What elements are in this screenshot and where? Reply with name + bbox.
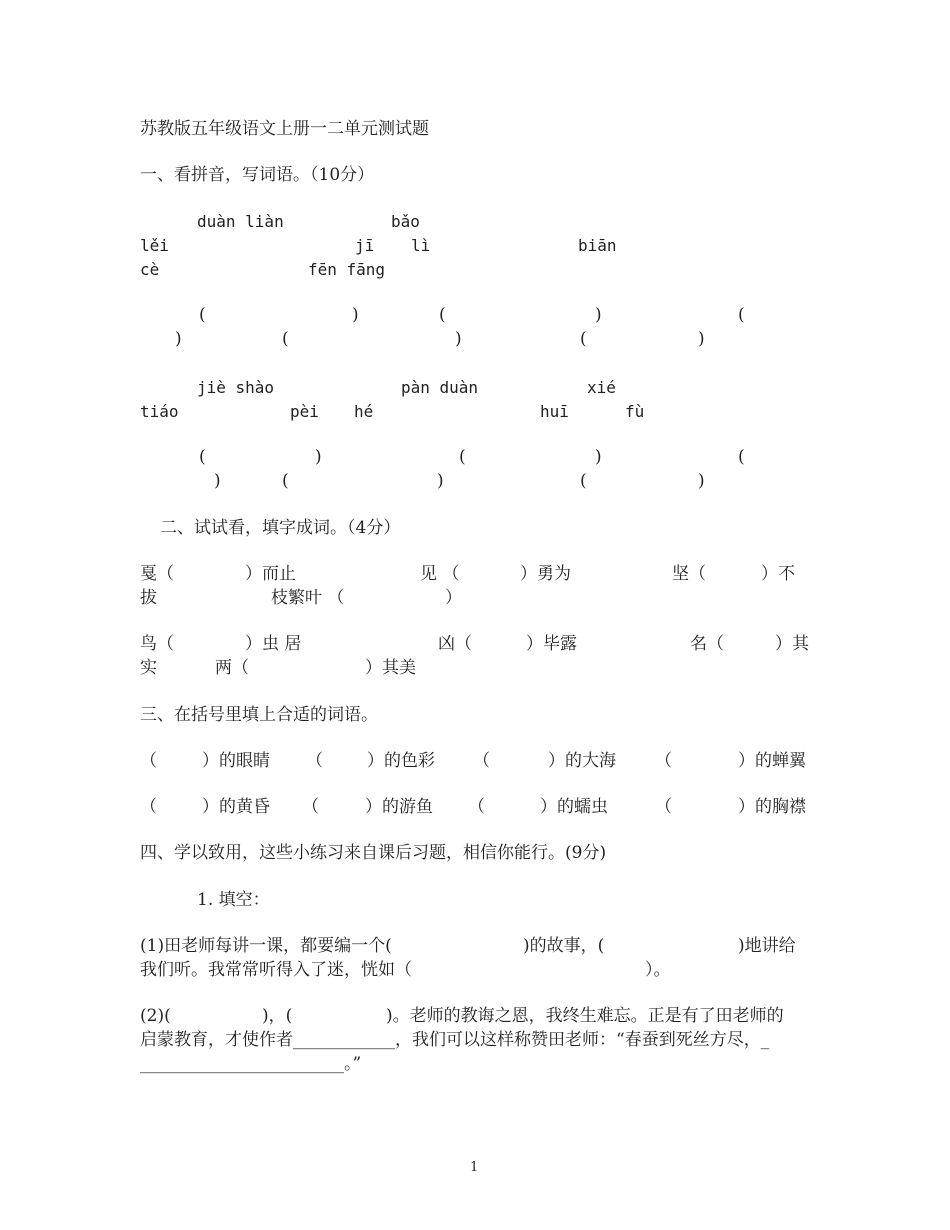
answer-paren: ( — [738, 305, 745, 325]
fill-item: 名（ — [690, 634, 724, 654]
answer-paren: ) — [698, 329, 705, 349]
section-1-heading: 一、看拼音，写词语。（10分） — [140, 165, 375, 185]
fill-item: ） — [445, 588, 462, 608]
section-2-heading: 二、试试看，填字成词。（4分） — [160, 518, 401, 538]
pinyin-text: jī — [355, 236, 375, 255]
fill-item: ）勇为 — [520, 564, 571, 584]
fill-item: 坚（ — [672, 564, 706, 584]
fill-item: ）的大海 — [548, 751, 616, 771]
answer-paren: ) — [595, 305, 602, 325]
fill-item: 见 （ — [420, 564, 460, 584]
fill-item: （ — [468, 797, 485, 817]
section-4-heading: 四、学以致用，这些小练习来自课后习题，相信你能行。(9分) — [140, 843, 607, 863]
exercise-text: 启蒙教育，才使作者____________，我们可以这样称赞田老师：“春蚕到死丝方尽，_ — [140, 1030, 770, 1050]
pinyin-text: biān — [578, 236, 617, 255]
pinyin-text: huī — [540, 402, 569, 421]
answer-paren: ( — [738, 447, 745, 467]
fill-item: 枝繁叶 （ — [271, 588, 345, 608]
pinyin-text: cè — [140, 260, 160, 279]
pinyin-text: duàn liàn — [197, 212, 284, 231]
sub-heading: 1. 填空： — [197, 890, 270, 910]
answer-paren: ( — [282, 329, 289, 349]
fill-item: （ — [655, 751, 672, 771]
answer-paren: ) — [437, 471, 444, 491]
pinyin-text: jiè shào — [197, 378, 275, 397]
fill-item: ）的蝉翼 — [738, 751, 806, 771]
fill-item: ）的黄昏 — [202, 797, 270, 817]
section-3-heading: 三、在括号里填上合适的词语。 — [140, 705, 378, 725]
answer-paren: ) — [595, 447, 602, 467]
fill-item: ）不 — [761, 564, 795, 584]
answer-paren: ) — [455, 329, 462, 349]
fill-item: ）的蠕虫 — [540, 797, 608, 817]
fill-item: ）其美 — [365, 658, 416, 678]
pinyin-text: xié — [587, 378, 616, 397]
exercise-text: )。老师的教诲之恩，我终生难忘。正是有了田老师的 — [386, 1006, 784, 1026]
page-number: 1 — [470, 1160, 479, 1175]
fill-item: 鸟（ — [140, 634, 174, 654]
fill-item: 凶（ — [438, 634, 472, 654]
exercise-text: 我们听。我常常听得入了迷，恍如（ — [140, 960, 412, 980]
exercise-text: )，( — [262, 1006, 293, 1026]
fill-item: 两（ — [215, 658, 249, 678]
pinyin-text: hé — [354, 402, 374, 421]
fill-item: （ — [140, 751, 157, 771]
exercise-text: )地讲给 — [738, 936, 796, 956]
exercise-text: ）。 — [645, 960, 671, 980]
answer-paren: ( — [459, 447, 466, 467]
answer-paren: ( — [580, 471, 587, 491]
answer-paren: ( — [282, 471, 289, 491]
exercise-text: )的故事，( — [523, 936, 605, 956]
answer-paren: ( — [580, 329, 587, 349]
document-title: 苏教版五年级语文上册一二单元测试题 — [140, 119, 429, 139]
fill-item: ）的色彩 — [367, 751, 435, 771]
answer-paren: ( — [199, 447, 206, 467]
answer-paren: ( — [439, 305, 446, 325]
exercise-text: (1)田老师每讲一课，都要编一个( — [140, 936, 392, 956]
pinyin-text: pàn duàn — [401, 378, 479, 397]
pinyin-text: pèi — [290, 402, 319, 421]
fill-item: （ — [306, 751, 323, 771]
fill-item: （ — [655, 797, 672, 817]
fill-item: （ — [473, 751, 490, 771]
answer-paren: ) — [214, 471, 221, 491]
fill-item: ）的眼睛 — [202, 751, 270, 771]
pinyin-text: lì — [411, 236, 431, 255]
answer-paren: ( — [199, 305, 206, 325]
pinyin-text: fēn fāng — [308, 260, 386, 279]
answer-paren: ) — [175, 329, 182, 349]
fill-item: ）而止 — [245, 564, 296, 584]
pinyin-text: bǎo — [391, 212, 420, 231]
fill-item: ）的胸襟 — [738, 797, 806, 817]
fill-item: （ — [302, 797, 319, 817]
fill-item: ）虫 居 — [245, 634, 302, 654]
answer-paren: ) — [698, 471, 705, 491]
fill-item: ）毕露 — [526, 634, 577, 654]
fill-item: 实 — [140, 658, 157, 678]
exercise-text: ________________________。” — [140, 1054, 362, 1074]
answer-paren: ) — [352, 305, 359, 325]
exercise-text: (2)( — [140, 1006, 171, 1026]
pinyin-text: lěi — [140, 236, 169, 255]
pinyin-text: tiáo — [140, 402, 179, 421]
fill-item: 拔 — [140, 588, 157, 608]
answer-paren: ) — [315, 447, 322, 467]
fill-item: ）的游鱼 — [365, 797, 433, 817]
fill-item: ）其 — [775, 634, 809, 654]
fill-item: （ — [140, 797, 157, 817]
pinyin-text: fù — [625, 402, 645, 421]
fill-item: 戛（ — [140, 564, 174, 584]
